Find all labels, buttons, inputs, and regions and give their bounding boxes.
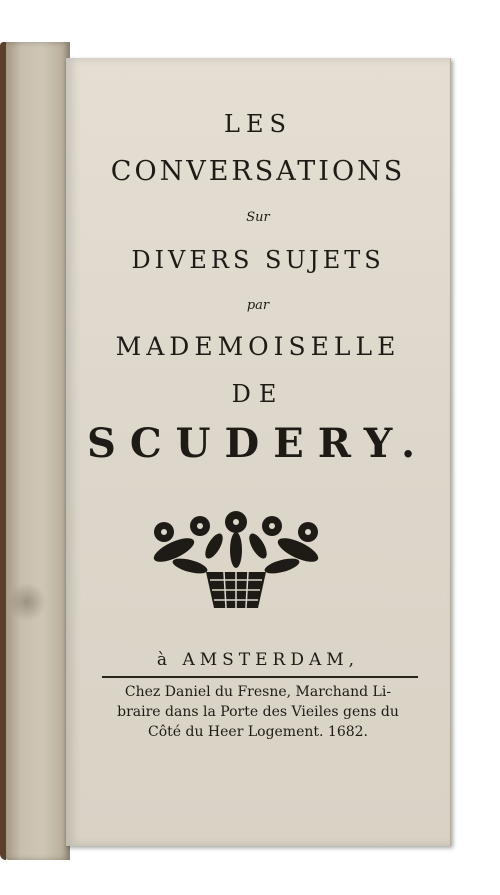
imprint-line: braire dans la Porte des Vieiles gens du: [117, 704, 399, 720]
title-line-conversations: CONVERSATIONS: [110, 156, 406, 187]
author-line-de: DE: [231, 380, 285, 408]
imprint-place: à AMSTERDAM,: [156, 650, 360, 670]
imprint-line: Côté du Heer Logement. 1682.: [147, 724, 368, 740]
author-line-mademoiselle: MADEMOISELLE: [115, 332, 401, 361]
title-line-par: par: [246, 298, 270, 313]
title-line-divers-sujets: DIVERS SUJETS: [131, 246, 385, 274]
basket-of-flowers-icon: [144, 510, 328, 614]
imprint-rule: [102, 676, 418, 678]
title-page: [66, 58, 451, 846]
title-line-sur: Sur: [246, 210, 270, 225]
book-cover-edge: [0, 42, 6, 860]
imprint-line: Chez Daniel du Fresne, Marchand Li-: [124, 684, 392, 700]
author-line-scudery: SCUDERY.: [86, 420, 430, 467]
title-line-les: LES: [224, 110, 292, 138]
book-cover: [0, 42, 70, 860]
cover-stain: [8, 582, 46, 622]
imprint-block: [86, 682, 430, 742]
